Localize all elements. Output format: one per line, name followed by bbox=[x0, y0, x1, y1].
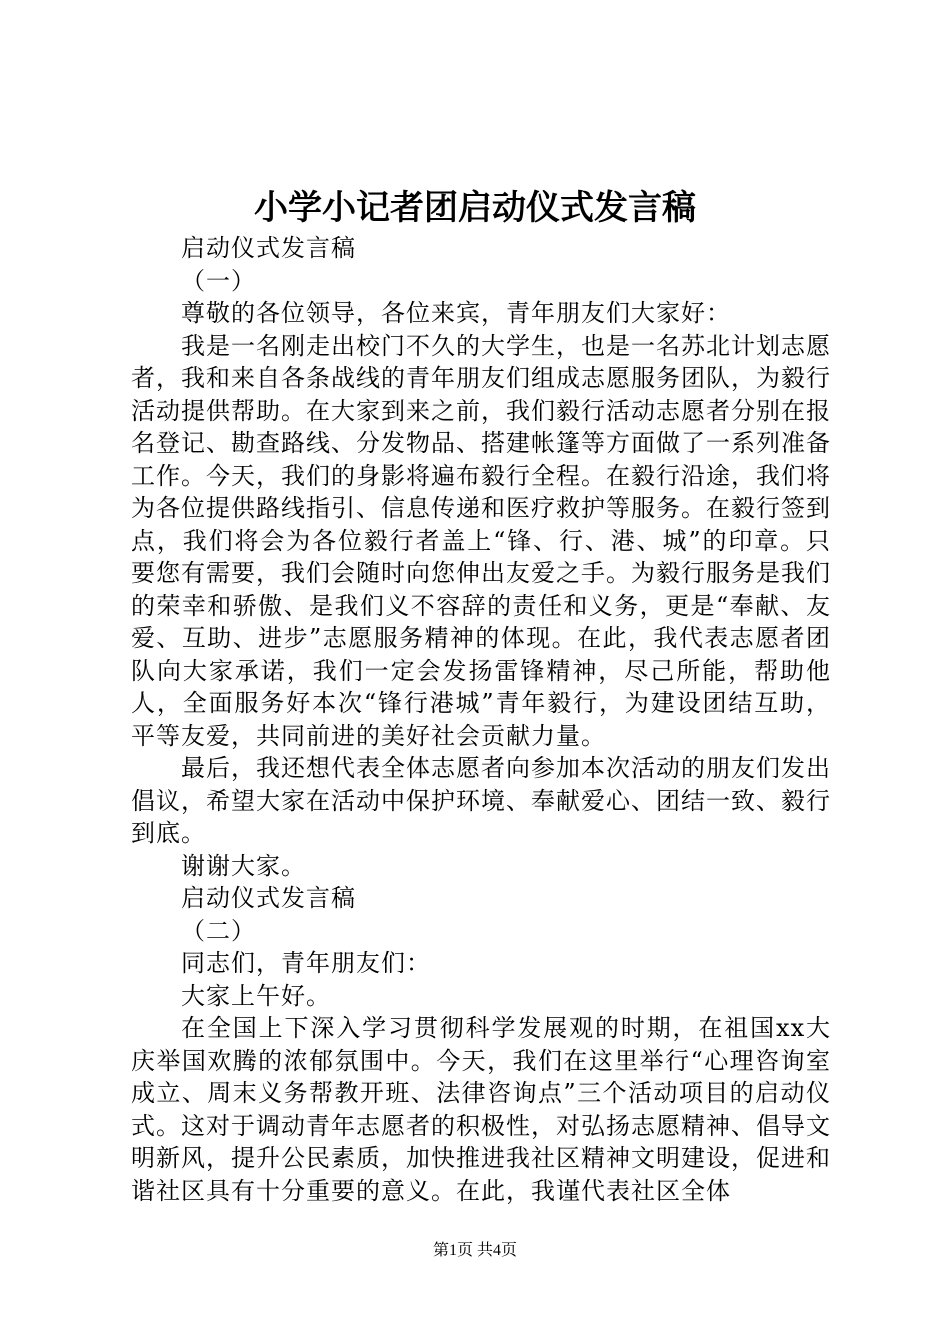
paragraph: 我是一名刚走出校门不久的大学生，也是一名苏北计划志愿者，我和来自各条战线的青年朋友们组成志愿服务团队，为毅行活动提供帮助。在大家到来之前，我们毅行活动志愿者分别在报名登记、勘查路线、分发物品、搭建帐篷等方面做了一系列准备工作。今天，我们的身影将遍布毅行全程。在毅行沿途，我们将为各位提供路线指引、信息传递和医疗救护等服务。在毅行签到点，我们将会为各位毅行者盖上“锋、行、港、城”的印章。只要您有需要，我们会随时向您伸出友爱之手。为毅行服务是我们的荣幸和骄傲、是我们义不容辞的责任和义务，更是“奉献、友爱、互助、进步”志愿服务精神的体现。在此，我代表志愿者团队向大家承诺，我们一定会发扬雷锋精神，尽己所能，帮助他人，全面服务好本次“锋行港城”青年毅行，为建设团结互助，平等友爱，共同前进的美好社会贡献力量。 bbox=[131, 331, 831, 750]
paragraph: 尊敬的各位领导，各位来宾，青年朋友们大家好： bbox=[181, 299, 731, 327]
paragraph: 在全国上下深入学习贯彻科学发展观的时期，在祖国xx大庆举国欢腾的浓郁氛围中。今天，我们在这里举行“心理咨询室成立、周末义务帮教开班、法律咨询点”三个活动项目的启动仪式。这对于调动青年志愿者的积极性，对弘扬志愿精神、倡导文明新风，提升公民素质，加快推进我社区精神文明建设，促进和谐社区具有十分重要的意义。在此，我谨代表社区全体 bbox=[131, 1014, 831, 1205]
paragraph: 谢谢大家。 bbox=[181, 851, 306, 880]
paragraph: 启动仪式发言稿 bbox=[181, 234, 356, 262]
paragraph: 启动仪式发言稿 bbox=[181, 884, 356, 912]
document-body bbox=[131, 232, 831, 1207]
paragraph: （二） bbox=[181, 916, 256, 945]
page-footer: 第1页 共4页 bbox=[432, 1242, 517, 1259]
paragraph: 最后，我还想代表全体志愿者向参加本次活动的朋友们发出倡议，希望大家在活动中保护环境、奉献爱心、团结一致、毅行到底。 bbox=[131, 754, 831, 847]
document-title: 小学小记者团启动仪式发言稿 bbox=[254, 188, 696, 228]
paragraph: 同志们，青年朋友们： bbox=[181, 949, 431, 977]
paragraph: （一） bbox=[181, 266, 256, 295]
paragraph: 大家上午好。 bbox=[181, 981, 331, 1010]
